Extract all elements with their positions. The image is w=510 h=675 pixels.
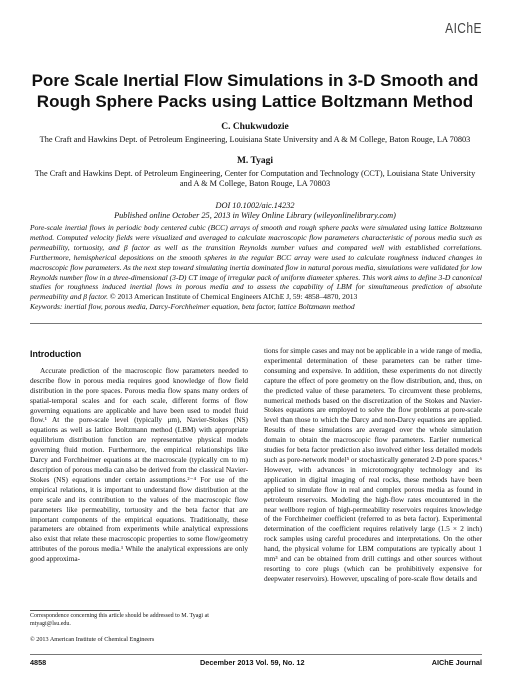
abstract-divider	[30, 323, 482, 324]
body-paragraph: tions for simple cases and may not be applicable in a wide range of media, experimental determination of these parameters can be rather time-consuming and expensive. In addition, these experiments do not directly capture the effect of pore geometry on the flow distribution, and, thus, on the predicted value of these parameters. To circumvent these problems, numerical methods based on the discretization of the Stokes and Navier-Stokes equations are employed to solve the flow problems at pore-scale level than those to which the Darcy and non-Darcy equations are applied. Results of these simulations are averaged over the whole simulation domain to obtain the macroscopic flow parameters. Earlier numerical studies for beta factor prediction also involved either less detailed models such as pore-network model⁵ or stochastically generated 2-D pore spaces.⁶ However, with advances in microtomography technology and its application in digital imaging of real rocks, these methods have been applied to simulate flow in real and complex porous media as found in petroleum reservoirs. Modeling the high-flow rates encountered in the near wellbore region of high-permeability reservoirs requires knowledge of the Forchheimer coefficient (referred to as beta factor). Experimental determination of the coefficient requires relatively large (1.5 × 2 inch) rock samples using careful procedures and interpretations. On the other hand, the physical volume for LBM computations are typically about 1 mm³ and can be obtained from drill cuttings and other sources without resorting to core plugs (which can be prohibitively expensive for deepwater reservoirs). However, upscaling of pore-scale flow details and	[264, 346, 482, 583]
footnote-divider	[30, 610, 120, 611]
copyright-notice: © 2013 American Institute of Chemical Engineers	[30, 636, 155, 643]
author-affiliation: The Craft and Hawkins Dept. of Petroleum Engineering, Louisiana State University and A & M College, Baton Rouge, LA 70803	[39, 135, 471, 144]
author-affiliation: The Craft and Hawkins Dept. of Petroleum Engineering, Center for Computation and Technology (CCT), Louisiana State University and A & M College, Baton Rouge, LA 70803	[34, 168, 476, 188]
paper-title: Pore Scale Inertial Flow Simulations in 3-D Smooth and Rough Sphere Packs using Lattice Boltzmann Method	[31, 71, 479, 111]
author-name: M. Tyagi	[236, 155, 274, 166]
footer-divider	[30, 654, 482, 655]
journal-logo: AIChE	[445, 20, 482, 37]
journal-name: AIChE Journal	[431, 658, 482, 667]
correspondence-footnote: Correspondence concerning this article should be addressed to M. Tyagi at mtyagi@lsu.edu.	[30, 613, 209, 627]
doi-line: DOI 10.1002/aic.14232	[215, 200, 295, 210]
section-heading: Introduction	[30, 349, 82, 359]
issue-info: December 2013 Vol. 59, No. 12	[200, 658, 305, 667]
body-paragraph: Accurate prediction of the macroscopic flow parameters needed to describe flow in porous media requires good knowledge of flow field distribution in the pore spaces. Porous media flow spans many orders of spatial-temporal scales and for each scale, different forms of flow governing equations are applicable and have been used to model fluid flow.¹ At the pore-scale level (typically μm), Navier-Stokes (NS) equations as well as lattice Boltzmann method (LBM) with appropriate equilibrium distribution function are representative physical models governing fluid motion. Furthermore, the empirical relationships like Darcy and Forchheimer equations at the macroscale (typically cm to m) description of porous media can also be derived from the classical Navier-Stokes (NS) equations under certain assumptions.²⁻⁴ For use of the empirical relations, it is important to understand flow distribution at the pore scale and its contribution to the values of the macroscopic flow parameters like permeability, tortuosity and the beta factor that are important components of the empirical equations. Traditionally, these parameters are obtained from experiments while analytical expressions also exist that relate these macroscopic properties to some flow/geometry attributes of the porous media.¹ While the analytical expressions are only good approxima-	[30, 365, 248, 564]
author-name: C. Chukwudozie	[221, 122, 289, 132]
abstract-copyright: © 2013 American Institute of Chemical Engineers AIChE J, 59: 4858–4870, 2013	[109, 292, 358, 302]
page-number: 4858	[30, 658, 47, 667]
abstract-text: Pore-scale inertial flows in periodic body centered cubic (BCC) arrays of smooth and rough sphere packs were simulated using lattice Boltzmann method. Computed velocity fields were visualized and averaged to calculate macroscopic flow parameters characteristic of porous media such as permeability, tortuosity, and β factor as well as the transition Reynolds number values and compared well with established correlations. Furthermore, hemispherical depositions on the smooth spheres in the regular BCC array were used to calculate roughness induced changes in macroscopic flow parameters. As the next step toward simulating inertia dominated flow in natural porous media, simulations were validated for low Reynolds number flow in a three-dimensional (3-D) CT image of irregular pack of uniform diameter spheres. This work aims to define 3-D canonical studies for roughness induced inertial flows in porous media and to assess the capability of LBM for simultaneous prediction of absolute permeability and β factor.	[30, 223, 482, 302]
body-column-left	[30, 340, 248, 564]
published-line: Published online October 25, 2013 in Wiley Online Library (wileyonlinelibrary.com)	[114, 211, 396, 220]
title-block	[30, 70, 480, 222]
keywords: Keywords: inertial flow, porous media, Darcy-Forchheimer equation, beta factor, lattice Boltzmann method	[30, 302, 355, 311]
body-column-right	[264, 346, 482, 584]
abstract	[30, 223, 482, 302]
